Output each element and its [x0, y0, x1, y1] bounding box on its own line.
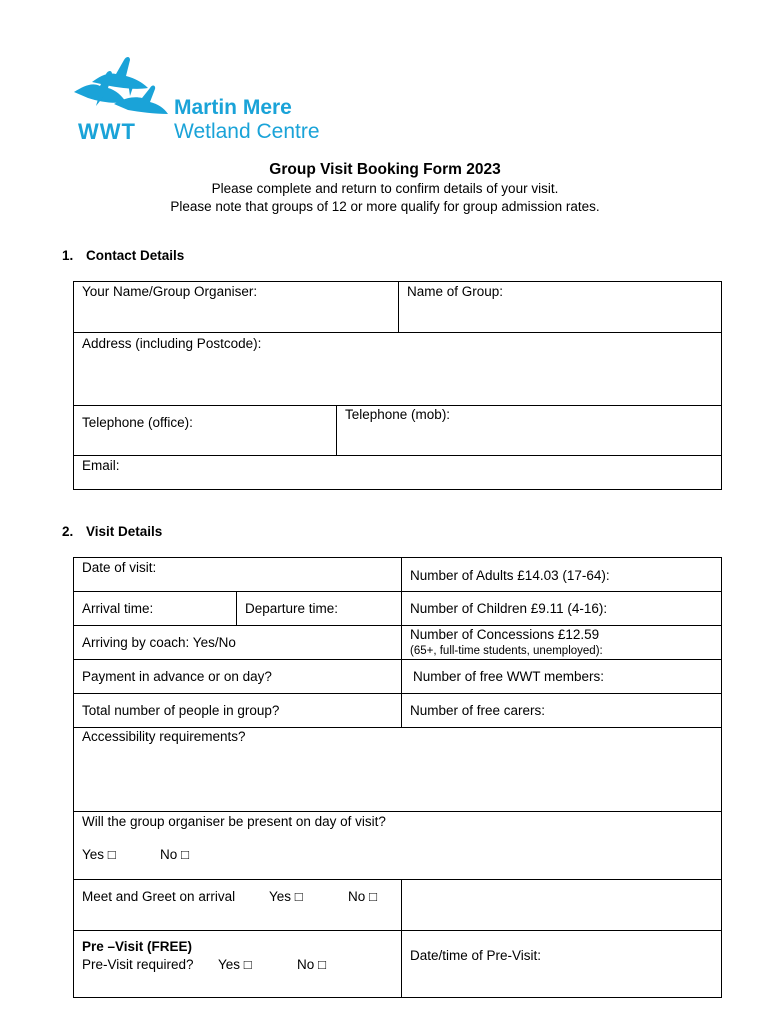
previsit-yes-checkbox[interactable]: Yes □ — [218, 957, 252, 972]
num-children-label: Number of Children £9.11 (4-16): — [410, 601, 608, 616]
date-of-visit-field[interactable] — [73, 557, 402, 592]
name-group-label: Name of Group: — [407, 284, 504, 299]
free-carers-label: Number of free carers: — [410, 703, 546, 718]
meet-yes-checkbox[interactable]: Yes □ — [269, 889, 303, 904]
payment-label: Payment in advance or on day? — [82, 669, 272, 684]
email-label: Email: — [82, 458, 120, 473]
name-organiser-label: Your Name/Group Organiser: — [82, 284, 258, 299]
organiser-present-label: Will the group organiser be present on day of visit? — [82, 814, 386, 829]
total-people-label: Total number of people in group? — [82, 703, 280, 718]
tel-office-label: Telephone (office): — [82, 415, 193, 430]
num-concessions-field[interactable] — [401, 625, 722, 660]
arriving-coach-label: Arriving by coach: Yes/No — [82, 635, 236, 650]
previsit-datetime-field[interactable] — [401, 930, 722, 998]
arrival-time-label: Arrival time: — [82, 601, 154, 616]
payment-field[interactable] — [73, 659, 402, 694]
meet-greet-label: Meet and Greet on arrival — [82, 889, 236, 904]
previsit-title: Pre –Visit (FREE) — [82, 939, 193, 954]
logo-line1: Martin Mere — [174, 96, 292, 119]
logo-line2: Wetland Centre — [174, 120, 320, 143]
tel-mob-field[interactable] — [336, 405, 722, 456]
tel-office-field[interactable] — [73, 405, 337, 456]
date-of-visit-label: Date of visit: — [82, 560, 157, 575]
section2-number: 2. — [62, 524, 74, 539]
subtitle-2: Please note that groups of 12 or more qualify for group admission rates. — [170, 199, 600, 214]
organiser-yes-checkbox[interactable]: Yes □ — [82, 847, 116, 862]
subtitle-1: Please complete and return to confirm details of your visit. — [211, 181, 559, 196]
meet-greet-notes-field[interactable] — [401, 879, 722, 931]
free-members-label: Number of free WWT members: — [413, 669, 605, 684]
address-field[interactable] — [73, 332, 722, 406]
num-adults-label: Number of Adults £14.03 (17-64): — [410, 568, 610, 583]
concessions-note: (65+, full-time students, unemployed): — [410, 645, 603, 657]
organiser-no-checkbox[interactable]: No □ — [160, 847, 190, 862]
previsit-datetime-label: Date/time of Pre-Visit: — [410, 948, 542, 963]
previsit-required-label: Pre-Visit required? — [82, 957, 194, 972]
swans-icon — [70, 52, 170, 122]
departure-time-field[interactable] — [236, 591, 402, 626]
wwt-wordmark: WWT — [78, 119, 136, 144]
accessibility-field[interactable] — [73, 727, 722, 812]
departure-time-label: Departure time: — [245, 601, 339, 616]
section2-title: Visit Details — [86, 524, 163, 539]
section1-number: 1. — [62, 248, 74, 263]
accessibility-label: Accessibility requirements? — [82, 729, 246, 744]
name-organiser-field[interactable] — [73, 281, 399, 333]
arrival-time-field[interactable] — [73, 591, 237, 626]
meet-no-checkbox[interactable]: No □ — [348, 889, 378, 904]
section1-heading — [62, 248, 184, 263]
organiser-present-field — [73, 811, 722, 880]
meet-greet-field — [73, 879, 402, 931]
free-carers-field[interactable] — [401, 693, 722, 728]
tel-mob-label: Telephone (mob): — [345, 407, 451, 422]
total-people-field[interactable] — [73, 693, 402, 728]
section2-heading — [62, 524, 162, 539]
num-concessions-label: Number of Concessions £12.59 — [410, 627, 600, 642]
section1-title: Contact Details — [86, 248, 185, 263]
wwt-logo — [70, 52, 340, 147]
email-field[interactable] — [73, 455, 722, 490]
num-adults-field[interactable] — [401, 557, 722, 592]
address-label: Address (including Postcode): — [82, 336, 262, 351]
previsit-no-checkbox[interactable]: No □ — [297, 957, 327, 972]
arriving-coach-field[interactable] — [73, 625, 402, 660]
num-children-field[interactable] — [401, 591, 722, 626]
free-members-field[interactable] — [401, 659, 722, 694]
page-title: Group Visit Booking Form 2023 — [269, 161, 501, 178]
name-group-field[interactable] — [398, 281, 722, 333]
previsit-field — [73, 930, 402, 998]
